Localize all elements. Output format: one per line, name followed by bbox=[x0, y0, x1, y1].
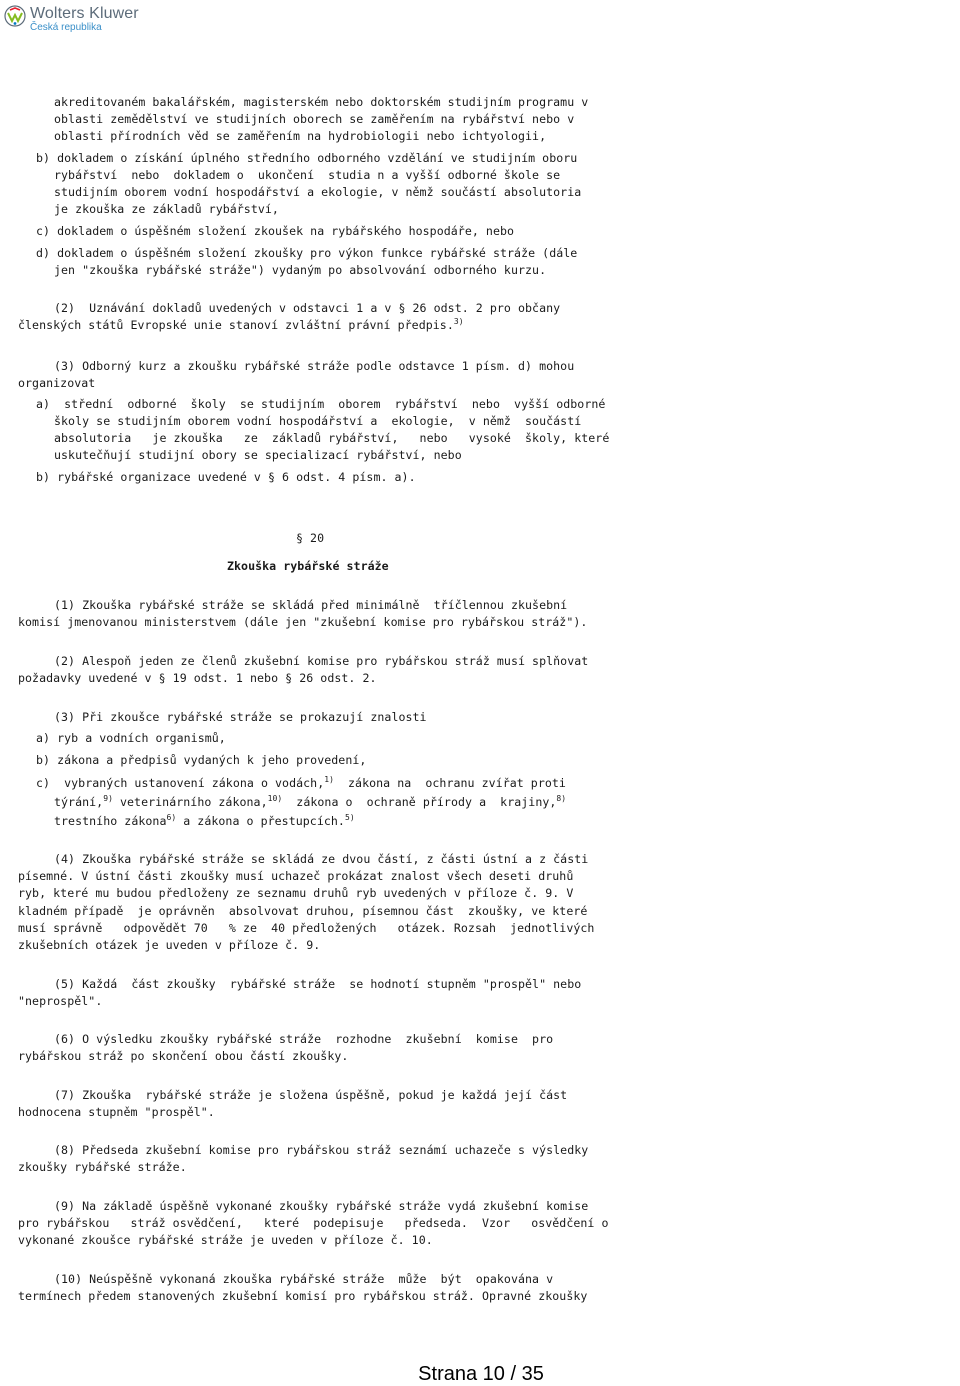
text-line bbox=[54, 654, 588, 669]
text-line bbox=[36, 731, 226, 746]
text-line bbox=[36, 470, 416, 485]
text-line bbox=[54, 1199, 588, 1214]
text: veterinárního zákona, bbox=[112, 795, 268, 809]
text: (3) Při zkoušce rybářské stráže se prokazují znalosti bbox=[54, 710, 427, 724]
text: pro rybářskou stráž osvědčení, které podepisuje předseda. Vzor osvědčení o bbox=[18, 1216, 609, 1230]
text: jen "zkouška rybářské stráže") vydaným po absolvování odborného kurzu. bbox=[54, 263, 547, 277]
text-line bbox=[54, 112, 574, 127]
text-line bbox=[54, 168, 560, 183]
text: a) ryb a vodních organismů, bbox=[36, 731, 226, 745]
text-line bbox=[18, 1289, 587, 1304]
footnote-ref: 9) bbox=[103, 794, 113, 803]
text: § 20 bbox=[296, 531, 325, 545]
text-line bbox=[18, 921, 594, 936]
text: (8) Předseda zkušební komise pro rybářskou stráž seznámí uchazeče s výsledky bbox=[54, 1143, 589, 1157]
text-line bbox=[54, 448, 462, 463]
text-line bbox=[296, 531, 324, 546]
text: oblasti přírodních věd se zaměřením na hydrobiologii nebo ichtyologii, bbox=[54, 129, 547, 143]
text-line bbox=[18, 1160, 187, 1175]
text: (6) O výsledku zkoušky rybářské stráže rozhodne zkušební komise pro bbox=[54, 1032, 554, 1046]
text: písemné. V ústní části zkoušky musí uchazeč prokázat znalost všech deseti druhů bbox=[18, 869, 574, 883]
text-line bbox=[36, 224, 514, 239]
text-line bbox=[18, 1233, 433, 1248]
text-line bbox=[54, 1088, 567, 1103]
text: kladném případě je oprávněn absolvovat druhou, písemnou část zkoušky, ve které bbox=[18, 904, 588, 918]
text-line bbox=[54, 301, 560, 316]
text-line bbox=[18, 671, 377, 686]
text: školy se studijním oborem vodní hospodářství a ekologie, v němž součástí bbox=[54, 414, 582, 428]
text-line bbox=[18, 904, 587, 919]
text-line bbox=[54, 852, 588, 867]
text: rybářství nebo dokladem o ukončení studia n a vyšší odborné škole se bbox=[54, 168, 561, 182]
text: týrání, bbox=[54, 795, 104, 809]
text-line bbox=[18, 938, 320, 953]
text-line bbox=[54, 95, 588, 110]
text-line bbox=[18, 994, 102, 1009]
text-line bbox=[54, 1272, 553, 1287]
footnote-ref: 5) bbox=[344, 813, 355, 822]
text-line bbox=[54, 1032, 553, 1047]
text-line bbox=[54, 263, 546, 278]
text-line bbox=[36, 753, 366, 768]
text: a) střední odborné školy se studijním oborem rybářství nebo vyšší odborné bbox=[36, 397, 606, 411]
text-line bbox=[36, 151, 577, 166]
footnote-ref: 8) bbox=[556, 794, 567, 803]
text-line bbox=[36, 246, 577, 261]
text-line bbox=[18, 1216, 609, 1231]
text: požadavky uvedené v § 19 odst. 1 nebo § 26 odst. 2. bbox=[18, 671, 377, 685]
footnote-ref: 3) bbox=[453, 317, 464, 326]
text: hodnocena stupněm "prospěl". bbox=[18, 1105, 215, 1119]
text: uskutečňují studijní obory se specializací rybářství, nebo bbox=[54, 448, 462, 462]
text-line bbox=[18, 1049, 348, 1064]
text-line bbox=[54, 710, 427, 725]
text: c) vybraných ustanovení zákona o vodách, bbox=[36, 776, 325, 790]
text-line bbox=[18, 886, 573, 901]
text: zkoušky rybářské stráže. bbox=[18, 1160, 187, 1174]
text: a zákona o přestupcích. bbox=[176, 814, 345, 828]
text: zákona o ochraně přírody a krajiny, bbox=[282, 795, 557, 809]
text-line bbox=[18, 869, 573, 884]
text-line bbox=[54, 814, 355, 829]
text: komisí jmenovanou ministerstvem (dále jen "zkušební komise pro rybářskou stráž"). bbox=[18, 615, 588, 629]
footnote-ref: 6) bbox=[166, 813, 177, 822]
text: oblasti zemědělství ve studijních oborech se zaměřením na rybářství nebo v bbox=[54, 112, 575, 126]
text: "neprospěl". bbox=[18, 994, 103, 1008]
text: trestního zákona bbox=[54, 814, 167, 828]
text: (1) Zkouška rybářské stráže se skládá před minimálně tříčlennou zkušební bbox=[54, 598, 568, 612]
text: b) zákona a předpisů vydaných k jeho provedení, bbox=[36, 753, 367, 767]
text: akreditovaném bakalářském, magisterském nebo doktorském studijním programu v bbox=[54, 95, 589, 109]
brand-name: Wolters Kluwer bbox=[30, 5, 139, 22]
text: termínech předem stanovených zkušební komisí pro rybářskou stráž. Opravné zkoušky bbox=[18, 1289, 588, 1303]
text: zákona na ochranu zvířat proti bbox=[333, 776, 566, 790]
text: vykonané zkoušce rybářské stráže je uveden v příloze č. 10. bbox=[18, 1233, 433, 1247]
wolters-kluwer-logo-icon bbox=[4, 5, 26, 27]
text-line bbox=[18, 1105, 215, 1120]
text: musí správně odpovědět 70 % ze 40 předložených otázek. Rozsah jednotlivých bbox=[18, 921, 595, 935]
text: Zkouška rybářské stráže bbox=[227, 559, 389, 573]
page-number: Strana 10 / 35 bbox=[418, 1363, 544, 1385]
text: (10) Neúspěšně vykonaná zkouška rybářské stráže může být opakována v bbox=[54, 1272, 554, 1286]
text: rybářskou stráž po skončení obou částí zkoušky. bbox=[18, 1049, 349, 1063]
text: (7) Zkouška rybářské stráže je složena úspěšně, pokud je každá její část bbox=[54, 1088, 568, 1102]
text-line bbox=[54, 795, 566, 810]
text: (4) Zkouška rybářské stráže se skládá ze dvou částí, z části ústní a z části bbox=[54, 852, 589, 866]
text-line bbox=[36, 776, 566, 791]
text: (2) Uznávání dokladů uvedených v odstavci 1 a v § 26 odst. 2 pro občany bbox=[54, 301, 561, 315]
text-line bbox=[18, 615, 587, 630]
section-title bbox=[227, 559, 389, 574]
text: organizovat bbox=[18, 376, 96, 390]
brand-region: Česká republika bbox=[30, 22, 102, 33]
text: studijním oborem vodní hospodářství a ekologie, v němž součástí absolutoria bbox=[54, 185, 582, 199]
text-line bbox=[54, 1143, 588, 1158]
text-line bbox=[54, 977, 581, 992]
text: ryb, které mu budou předloženy ze seznamu druhů ryb uvedených v příloze č. 9. V bbox=[18, 886, 574, 900]
text-line bbox=[54, 185, 581, 200]
text: absolutoria je zkouška ze základů rybářství, nebo vysoké školy, které bbox=[54, 431, 610, 445]
publisher-logo bbox=[4, 5, 139, 33]
text: (9) Na základě úspěšně vykonané zkoušky rybářské stráže vydá zkušební komise bbox=[54, 1199, 589, 1213]
text: (2) Alespoň jeden ze členů zkušební komise pro rybářskou stráž musí splňovat bbox=[54, 654, 589, 668]
text: b) rybářské organizace uvedené v § 6 odst. 4 písm. a). bbox=[36, 470, 416, 484]
text-line bbox=[54, 359, 574, 374]
footnote-ref: 10) bbox=[267, 794, 283, 803]
footnote-ref: 1) bbox=[324, 775, 334, 784]
text: členských států Evropské unie stanoví zvláštní právní předpis. bbox=[18, 318, 454, 332]
text: (3) Odborný kurz a zkoušku rybářské stráže podle odstavce 1 písm. d) mohou bbox=[54, 359, 575, 373]
text: zkušebních otázek je uveden v příloze č. 9. bbox=[18, 938, 321, 952]
text-line bbox=[54, 431, 609, 446]
text-line bbox=[54, 202, 279, 217]
text-line bbox=[54, 414, 581, 429]
text-line bbox=[18, 318, 464, 333]
text: (5) Každá část zkoušky rybářské stráže se hodnotí stupněm "prospěl" nebo bbox=[54, 977, 582, 991]
text: b) dokladem o získání úplného středního odborného vzdělání ve studijním oboru bbox=[36, 151, 578, 165]
text-line bbox=[18, 376, 95, 391]
text: je zkouška ze základů rybářství, bbox=[54, 202, 279, 216]
text-line bbox=[36, 397, 605, 412]
text: d) dokladem o úspěšném složení zkoušky pro výkon funkce rybářské stráže (dále bbox=[36, 246, 578, 260]
text-line bbox=[54, 598, 567, 613]
text: c) dokladem o úspěšném složení zkoušek na rybářského hospodáře, nebo bbox=[36, 224, 515, 238]
text-line bbox=[54, 129, 546, 144]
